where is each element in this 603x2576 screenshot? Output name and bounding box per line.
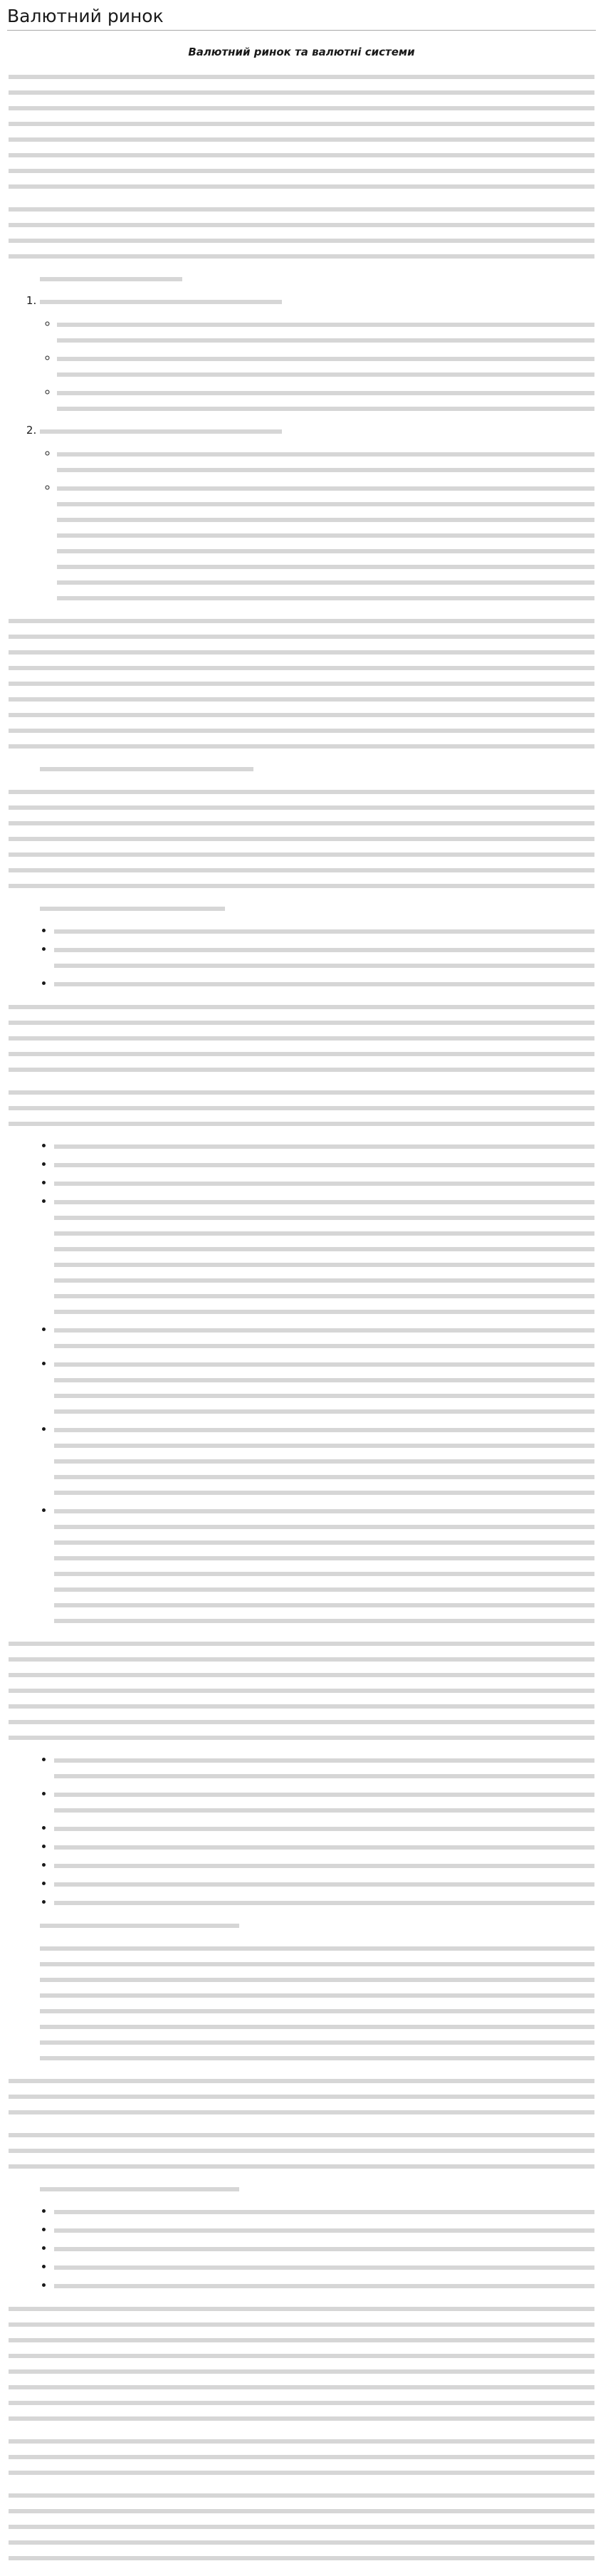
paragraph-placeholder (9, 613, 594, 754)
paragraph-placeholder (40, 1918, 239, 1934)
list-item-placeholder (54, 2223, 594, 2238)
list-item (54, 1821, 594, 1837)
bulleted-list (9, 2204, 594, 2294)
paragraph-placeholder (9, 2127, 594, 2174)
list-item-placeholder (54, 1821, 594, 1837)
list-item-placeholder (54, 2204, 594, 2220)
paragraph-placeholder (40, 271, 182, 287)
paragraph-placeholder (9, 2488, 594, 2566)
list-item-placeholder (54, 2241, 594, 2257)
list-item (57, 481, 594, 606)
list-item (54, 2223, 594, 2238)
bulleted-list (9, 1139, 594, 1629)
paragraph-placeholder (40, 901, 225, 917)
paragraph-placeholder (9, 784, 594, 894)
paragraph-placeholder (9, 999, 594, 1078)
bulleted-list (40, 447, 594, 606)
list-item (54, 1858, 594, 1874)
paragraph-placeholder (40, 2181, 239, 2197)
list-item-placeholder (40, 424, 282, 439)
paragraph-placeholder (9, 202, 594, 264)
paragraph-placeholder (9, 2301, 594, 2426)
list-item (57, 385, 594, 417)
list-item-placeholder (54, 1753, 594, 1784)
list-item-placeholder (54, 2278, 594, 2294)
list-item-placeholder (54, 1895, 594, 1911)
list-item-placeholder (54, 1877, 594, 1892)
paragraph-placeholder (9, 1085, 594, 1132)
paragraph-placeholder (9, 2434, 594, 2481)
list-item-placeholder (54, 1787, 594, 1818)
list-item-placeholder (57, 385, 594, 417)
list-item (54, 1194, 594, 1320)
numbered-list (9, 294, 594, 606)
list-item-placeholder (54, 1157, 594, 1173)
list-item (54, 2260, 594, 2275)
list-item-placeholder (57, 481, 594, 606)
list-item (54, 1895, 594, 1911)
list-item-placeholder (54, 1176, 594, 1191)
list-item-placeholder (54, 1840, 594, 1855)
paragraph-placeholder (9, 1636, 594, 1746)
list-item-placeholder (54, 1194, 594, 1320)
list-item-placeholder (40, 294, 282, 310)
list-item (54, 2204, 594, 2220)
list-item-placeholder (54, 1323, 594, 1354)
bulleted-list (40, 317, 594, 417)
list-item (54, 1877, 594, 1892)
list-item (54, 1157, 594, 1173)
document-title: Валютний ринок та валютні системи (188, 46, 415, 58)
list-item (54, 1323, 594, 1354)
list-item (54, 1422, 594, 1501)
list-item (40, 294, 594, 417)
list-item (54, 2278, 594, 2294)
list-item (54, 2241, 594, 2257)
list-item (57, 351, 594, 382)
list-item-placeholder (57, 447, 594, 478)
list-item (54, 1176, 594, 1191)
list-item-placeholder (54, 924, 594, 939)
heading-divider (7, 30, 596, 31)
list-item (40, 424, 594, 606)
list-item-placeholder (54, 1503, 594, 1629)
paragraph-placeholder (9, 2073, 594, 2120)
list-item-placeholder (54, 976, 594, 992)
page-heading: Валютний ринок (7, 6, 164, 26)
list-item-placeholder (57, 351, 594, 382)
list-item-placeholder (54, 1858, 594, 1874)
list-item-placeholder (54, 2260, 594, 2275)
paragraph-placeholder (40, 761, 253, 777)
list-item (54, 976, 594, 992)
list-item-placeholder (54, 942, 594, 974)
document-body (0, 69, 603, 2566)
paragraph-placeholder (40, 1941, 594, 2066)
list-item (57, 447, 594, 478)
list-item-placeholder (54, 1357, 594, 1419)
list-item (54, 1357, 594, 1419)
list-item-placeholder (54, 1422, 594, 1501)
paragraph-placeholder (9, 69, 594, 194)
list-item (54, 1139, 594, 1154)
list-item (54, 942, 594, 974)
list-item (54, 1753, 594, 1784)
list-item-placeholder (54, 1139, 594, 1154)
bulleted-list (9, 1753, 594, 1911)
bulleted-list (9, 924, 594, 992)
list-item (57, 317, 594, 348)
list-item (54, 924, 594, 939)
list-item (54, 1840, 594, 1855)
list-item (54, 1787, 594, 1818)
list-item-placeholder (57, 317, 594, 348)
list-item (54, 1503, 594, 1629)
